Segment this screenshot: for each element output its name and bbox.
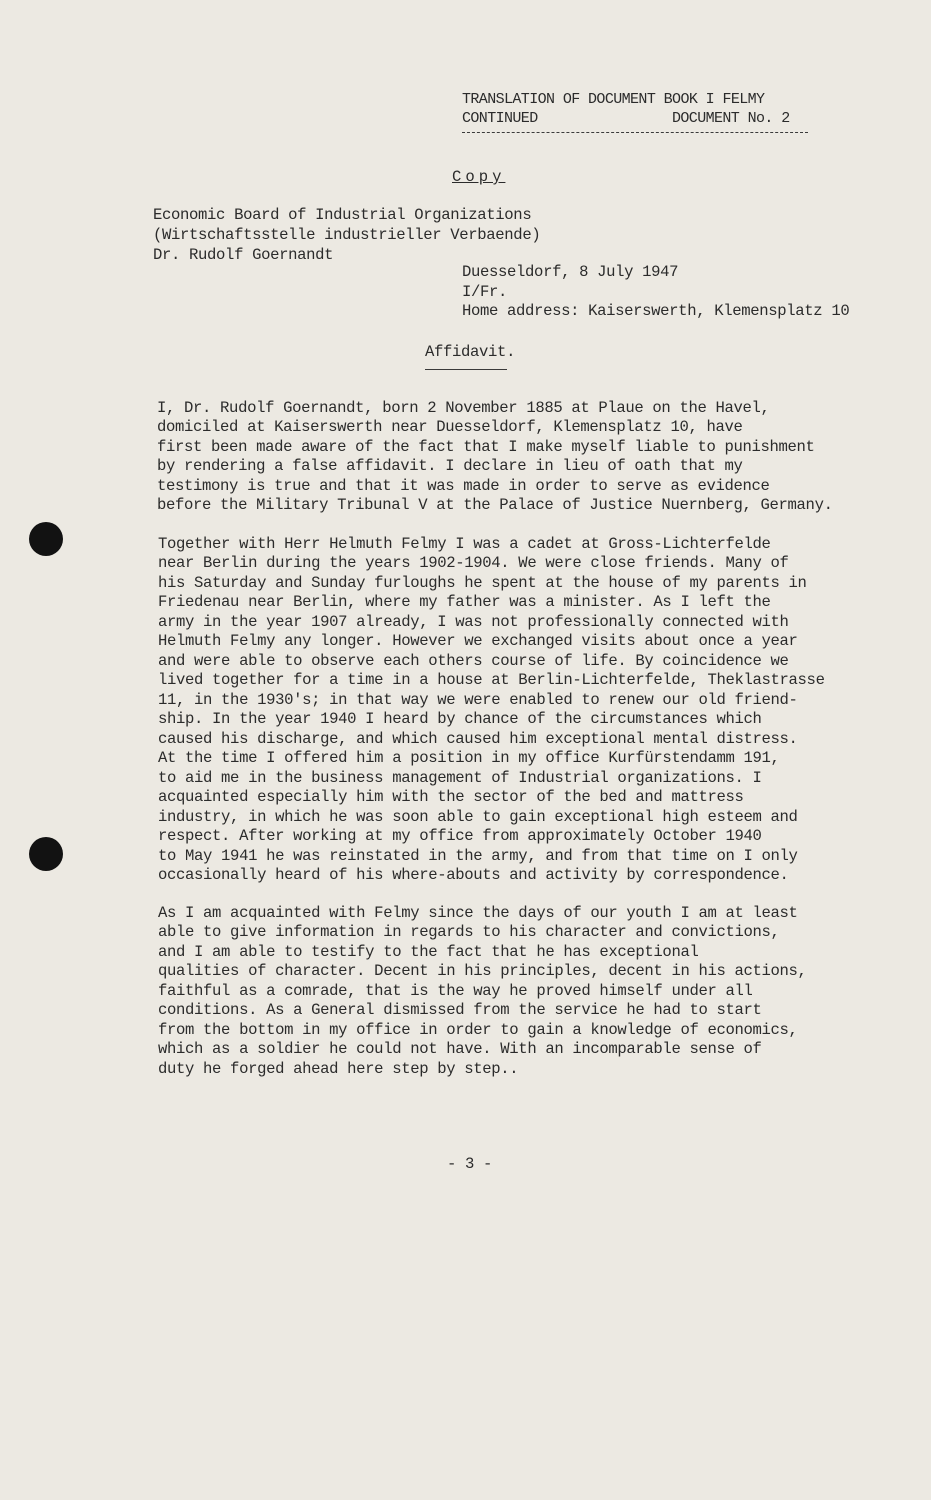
paragraph-2-line: caused his discharge, and which caused him exceptional mental distress.: [158, 730, 798, 748]
paragraph-2-line: ship. In the year 1940 I heard by chance of the circumstances which: [158, 710, 762, 728]
paragraph-1-line: testimony is true and that it was made in order to serve as evidence: [157, 477, 770, 495]
header-document-number: DOCUMENT No. 2: [672, 110, 790, 127]
punch-hole-top: [29, 522, 63, 556]
affidavit-title: Affidavit.: [425, 343, 516, 361]
reference-code: I/Fr.: [462, 283, 508, 301]
paragraph-3-line: and I am able to testify to the fact that he has exceptional: [158, 943, 699, 961]
sender-line-1: Economic Board of Industrial Organizations: [153, 206, 532, 224]
paragraph-2-line: At the time I offered him a position in my office Kurfürstendamm 191,: [158, 749, 780, 767]
paragraph-1-line: domiciled at Kaiserswerth near Duesseldorf, Klemensplatz 10, have: [157, 418, 743, 436]
copy-title: Copy: [452, 168, 506, 186]
paragraph-2-line: and were able to observe each others course of life. By coincidence we: [158, 652, 789, 670]
paragraph-1-line: before the Military Tribunal V at the Palace of Justice Nuernberg, Germany.: [157, 496, 833, 514]
paragraph-2-line: occasionally heard of his where-abouts and activity by correspondence.: [158, 866, 789, 884]
paragraph-2-line: to aid me in the business management of Industrial organizations. I: [158, 769, 762, 787]
paragraph-2-line: Helmuth Felmy any longer. However we exchanged visits about once a year: [158, 632, 798, 650]
place-date: Duesseldorf, 8 July 1947: [462, 263, 679, 281]
paragraph-3-line: qualities of character. Decent in his principles, decent in his actions,: [158, 962, 807, 980]
page-number: - 3 -: [447, 1155, 493, 1173]
paragraph-1-line: by rendering a false affidavit. I declare in lieu of oath that my: [157, 457, 743, 475]
paragraph-3-line: conditions. As a General dismissed from the service he had to start: [158, 1001, 762, 1019]
sender-line-3: Dr. Rudolf Goernandt: [153, 246, 334, 264]
paragraph-2-line: respect. After working at my office from approximately October 1940: [158, 827, 762, 845]
paragraph-2-line: Together with Herr Helmuth Felmy I was a cadet at Gross-Lichterfelde: [158, 535, 771, 553]
paragraph-3-line: able to give information in regards to his character and convictions,: [158, 923, 780, 941]
paragraph-3-line: As I am acquainted with Felmy since the days of our youth I am at least: [158, 904, 798, 922]
paragraph-1-line: I, Dr. Rudolf Goernandt, born 2 November 1885 at Plaue on the Havel,: [157, 399, 770, 417]
paragraph-2-line: 11, in the 1930's; in that way we were enabled to renew our old friend-: [158, 691, 798, 709]
home-address: Home address: Kaiserswerth, Klemensplatz 10: [462, 302, 850, 320]
paragraph-3-line: which as a soldier he could not have. With an incomparable sense of: [158, 1040, 762, 1058]
header-continued: CONTINUED: [462, 110, 538, 127]
paragraph-2-line: near Berlin during the years 1902-1904. We were close friends. Many of: [158, 554, 789, 572]
paragraph-2-line: lived together for a time in a house at Berlin-Lichterfelde, Theklastrasse: [158, 671, 825, 689]
header-title: TRANSLATION OF DOCUMENT BOOK I FELMY: [462, 91, 765, 108]
paragraph-3-line: from the bottom in my office in order to gain a knowledge of economics,: [158, 1021, 798, 1039]
punch-hole-bottom: [29, 837, 63, 871]
affidavit-underline: [425, 369, 507, 370]
paragraph-2-line: industry, in which he was soon able to gain exceptional high esteem and: [158, 808, 798, 826]
paragraph-3-line: duty he forged ahead here step by step..: [158, 1060, 519, 1078]
paragraph-3-line: faithful as a comrade, that is the way he proved himself under all: [158, 982, 753, 1000]
paragraph-2-line: Friedenau near Berlin, where my father was a minister. As I left the: [158, 593, 771, 611]
sender-line-2: (Wirtschaftsstelle industrieller Verbaende): [153, 226, 541, 244]
header-rule: [462, 132, 808, 133]
paragraph-2-line: acquainted especially him with the sector of the bed and mattress: [158, 788, 744, 806]
paragraph-1-line: first been made aware of the fact that I make myself liable to punishment: [157, 438, 815, 456]
paragraph-2-line: his Saturday and Sunday furloughs he spent at the house of my parents in: [158, 574, 807, 592]
paragraph-2-line: army in the year 1907 already, I was not professionally connected with: [158, 613, 789, 631]
paragraph-2-line: to May 1941 he was reinstated in the army, and from that time on I only: [158, 847, 798, 865]
